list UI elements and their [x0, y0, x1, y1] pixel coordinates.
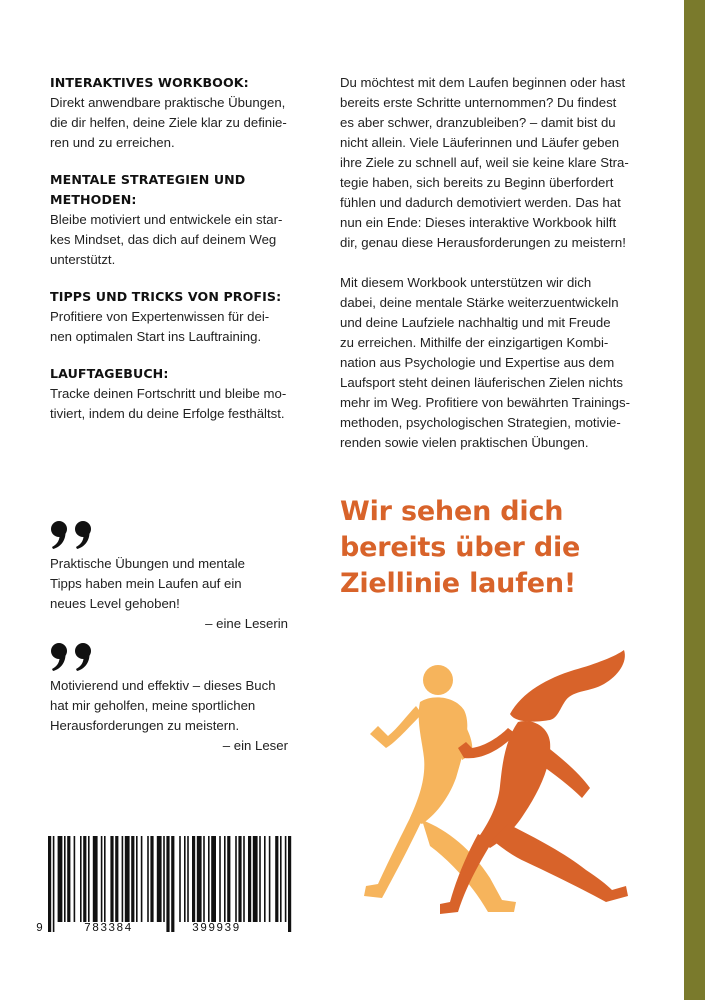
- barcode-bar: [104, 836, 106, 922]
- testimonials: [50, 520, 288, 764]
- feature-text: [50, 210, 290, 270]
- blurb-line: und deine Laufziele nachhaltig und mit Freude: [340, 315, 611, 330]
- blurb-line: tegie haben, sich bereits zu Beginn überfordert: [340, 175, 614, 190]
- barcode-bar: [253, 836, 258, 922]
- barcode-bar: [125, 836, 130, 922]
- barcode-bar: [259, 836, 261, 922]
- barcode-bar: [58, 836, 63, 922]
- barcode-bar: [192, 836, 195, 922]
- feature-line: die dir helfen, deine Ziele klar zu definie-: [50, 115, 287, 130]
- feature-line: ren und zu erreichen.: [50, 135, 175, 150]
- barcode-bar: [285, 836, 287, 922]
- barcode-bar: [187, 836, 189, 922]
- barcode-bar: [53, 836, 55, 932]
- barcode-bar: [150, 836, 153, 922]
- barcode-bar: [163, 836, 165, 922]
- blurb-line: Du möchtest mit dem Laufen beginnen oder hast: [340, 75, 626, 90]
- barcode-bar: [227, 836, 230, 922]
- barcode-bar: [275, 836, 278, 922]
- blurb: [340, 73, 645, 473]
- barcode-bar: [110, 836, 113, 922]
- barcode-bar: [88, 836, 90, 922]
- barcode-first-digit: 9: [36, 922, 45, 935]
- barcode-bar: [269, 836, 271, 922]
- quote-text: [50, 676, 288, 736]
- barcode-bar: [122, 836, 124, 922]
- barcode-bar: [288, 836, 291, 932]
- barcode-bar: [101, 836, 103, 922]
- testimonial: [50, 642, 288, 756]
- feature-text: [50, 384, 290, 424]
- feature-title: INTERAKTIVES WORKBOOK:: [50, 75, 249, 90]
- barcode-group-right: 399939: [192, 922, 241, 935]
- blurb-line: methoden, psychologischen Strategien, motivie-: [340, 415, 621, 430]
- quote-author: – eine Leserin: [205, 616, 288, 631]
- quote-mark-icon: [50, 642, 96, 672]
- blurb-line: Mit diesem Workbook unterstützen wir dich: [340, 275, 592, 290]
- runner-front-figure: [440, 650, 628, 914]
- headline-line: bereits über die: [340, 532, 581, 563]
- blurb-line: nation aus Psychologie und Expertise aus dem: [340, 355, 615, 370]
- quote-mark-icon: [50, 520, 96, 550]
- runner-back-figure: [364, 665, 516, 912]
- blurb-line: ihre Ziele zu schnell auf, weil sie keine klare Stra-: [340, 155, 629, 170]
- feature-line: tiviert, indem du deine Erfolge festhältst.: [50, 406, 285, 421]
- barcode-bar: [147, 836, 149, 922]
- barcode-bar: [67, 836, 70, 922]
- quote-line: Herausforderungen zu meistern.: [50, 718, 240, 733]
- feature-line: unterstützt.: [50, 252, 116, 267]
- barcode-bar: [64, 836, 66, 922]
- blurb-line: dir, genau diese Herausforderungen zu meistern!: [340, 235, 626, 250]
- feature-list: [50, 73, 290, 441]
- barcode-bar: [141, 836, 143, 922]
- feature-line: Profitiere von Expertenwissen für dei-: [50, 309, 270, 324]
- barcode-bar: [238, 836, 241, 922]
- quote-line: hat mir geholfen, meine sportlichen: [50, 698, 256, 713]
- blurb-line: bereits erste Schritte unternommen? Du findest: [340, 95, 617, 110]
- barcode-bar: [280, 836, 282, 922]
- barcode-bar: [203, 836, 205, 922]
- quote-line: Praktische Übungen und mentale: [50, 556, 246, 571]
- feature-title: LAUFTAGEBUCH:: [50, 366, 169, 381]
- feature-interactive-workbook: [50, 73, 290, 153]
- headline-line: Ziellinie laufen!: [340, 568, 576, 599]
- isbn-barcode: [32, 836, 304, 938]
- feature-line: nen optimalen Start ins Lauftraining.: [50, 329, 262, 344]
- blurb-paragraph-benefits: [340, 273, 645, 453]
- feature-running-diary: [50, 364, 290, 424]
- feature-text: [50, 307, 290, 347]
- blurb-line: dabei, deine mentale Stärke weiterzuentwickeln: [340, 295, 619, 310]
- barcode-bar: [48, 836, 51, 932]
- barcode-bar: [131, 836, 134, 922]
- feature-line: Bleibe motiviert und entwickele ein star-: [50, 212, 283, 227]
- blurb-line: nicht allein. Viele Läuferinnen und Läufer geben: [340, 135, 620, 150]
- blurb-line: mehr im Weg. Profitiere von bewährten Trainings-: [340, 395, 631, 410]
- blurb-line: nun ein Ende: Dieses interaktive Workbook hilft: [340, 215, 617, 230]
- feature-title: TIPPS UND TRICKS VON PROFIS:: [50, 289, 282, 304]
- feature-line: Direkt anwendbare praktische Übungen,: [50, 95, 286, 110]
- barcode-bar: [157, 836, 162, 922]
- blurb-line: renden sowie vielen praktischen Übungen.: [340, 435, 589, 450]
- barcode-bar: [93, 836, 98, 922]
- headline-slogan: [340, 494, 670, 602]
- barcode-bars: [32, 836, 304, 938]
- barcode-bar: [83, 836, 86, 922]
- runners-illustration: [360, 650, 660, 930]
- quote-line: Motivierend und effektiv – dieses Buch: [50, 678, 276, 693]
- blurb-line: zu erreichen. Mithilfe der einzigartigen Kombi-: [340, 335, 609, 350]
- barcode-bar: [80, 836, 82, 922]
- feature-title: MENTALE STRATEGIEN UND METHODEN:: [50, 172, 246, 207]
- quote-text: [50, 554, 288, 614]
- quote-author: – ein Leser: [222, 738, 288, 753]
- barcode-bar: [115, 836, 118, 922]
- barcode-bar: [248, 836, 251, 922]
- feature-mental-strategies: [50, 170, 290, 270]
- barcode-group-left: 783384: [84, 922, 133, 935]
- barcode-bar: [211, 836, 216, 922]
- feature-tips-tricks: [50, 287, 290, 347]
- blurb-line: Laufsport steht deinen läuferischen Zielen nichts: [340, 375, 623, 390]
- testimonial: [50, 520, 288, 634]
- blurb-line: fühlen und dadurch demotiviert werden. Das hat: [340, 195, 621, 210]
- barcode-bar: [224, 836, 226, 922]
- blurb-paragraph-intro: [340, 73, 645, 253]
- barcode-bar: [219, 836, 221, 922]
- barcode-bar: [197, 836, 202, 922]
- quote-line: Tipps haben mein Laufen auf ein: [50, 576, 242, 591]
- blurb-line: es aber schwer, dranzubleiben? – damit bist du: [340, 115, 616, 130]
- barcode-bar: [243, 836, 245, 922]
- barcode-bar: [264, 836, 266, 922]
- headline-line: Wir sehen dich: [340, 496, 564, 527]
- barcode-bar: [166, 836, 169, 932]
- quote-line: neues Level gehoben!: [50, 596, 180, 611]
- barcode-bar: [74, 836, 76, 922]
- barcode-bar: [171, 836, 174, 932]
- barcode-bar: [184, 836, 186, 922]
- barcode-bar: [179, 836, 181, 922]
- feature-text: [50, 93, 290, 153]
- barcode-bar: [136, 836, 138, 922]
- book-spine-stripe: [684, 0, 705, 1000]
- barcode-bar: [208, 836, 210, 922]
- barcode-bar: [235, 836, 237, 922]
- feature-line: kes Mindset, das dich auf deinem Weg: [50, 232, 277, 247]
- feature-line: Tracke deinen Fortschritt und bleibe mo-: [50, 386, 287, 401]
